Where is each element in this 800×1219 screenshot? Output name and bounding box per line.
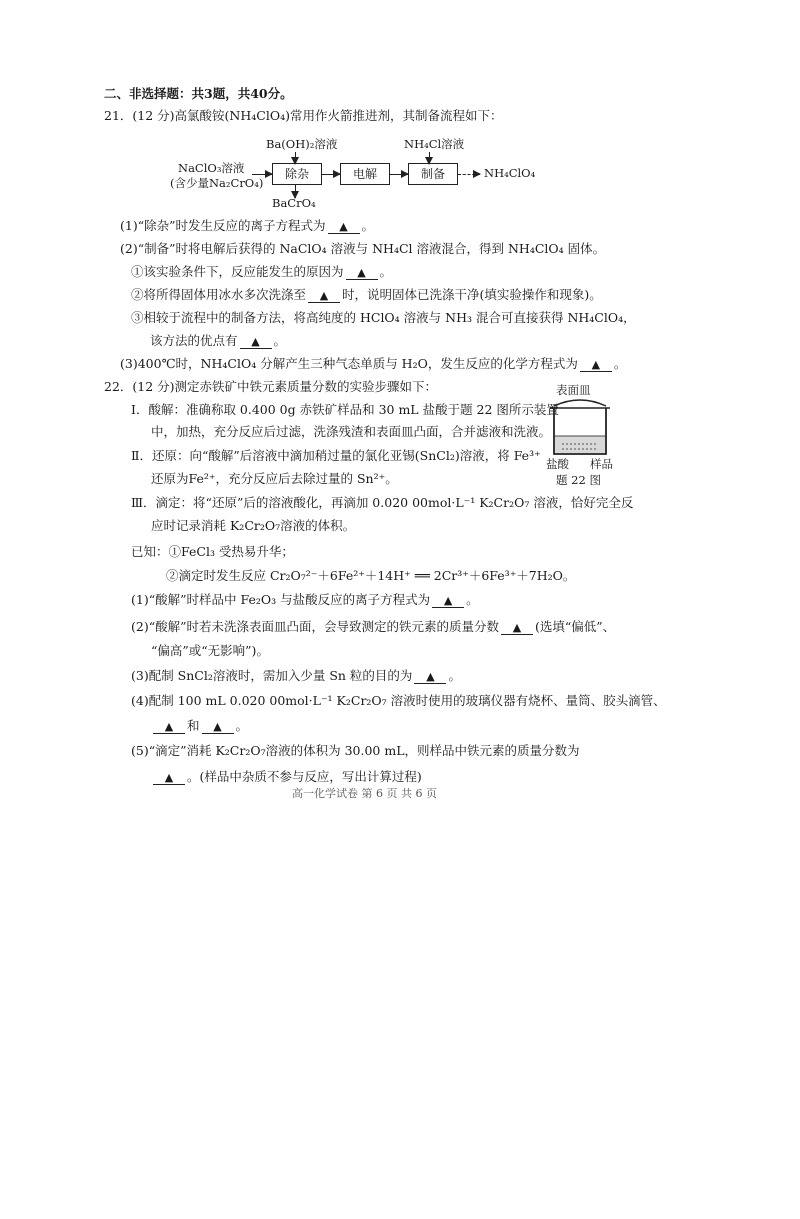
answer-blank[interactable]: ▲ [414, 671, 446, 684]
flow-arrow-4 [458, 174, 480, 175]
q21-part2: (2)“制备”时将电解后获得的 NaClO₄ 溶液与 NH₄Cl 溶液混合，得到 NH₄ClO₄ 固体。 [120, 241, 606, 256]
q21-part2-3b: 该方法的优点有 ▲ 。 [150, 333, 287, 348]
beaker-drawing [540, 396, 620, 458]
answer-blank[interactable]: ▲ [153, 721, 185, 734]
q22-q5: (5)“滴定”消耗 K₂Cr₂O₇溶液的体积为 30.00 mL，则样品中铁元素的质量分数为 [131, 743, 580, 758]
flow-reagent-2: NH₄Cl溶液 [404, 137, 465, 151]
q22-q2: (2)“酸解”时若未洗涤表面皿凸面，会导致测定的铁元素的质量分数 ▲ (选填“偏低”、 [131, 619, 616, 634]
flow-arrow-2 [322, 174, 340, 175]
q22-q1: (1)“酸解”时样品中 Fe₂O₃ 与盐酸反应的离子方程式为 ▲ 。 [131, 592, 479, 607]
q22-stem: 22．(12 分)测定赤铁矿中铁元素质量分数的实验步骤如下： [104, 379, 438, 394]
q22-q5b: ▲ 。(样品中杂质不参与反应，写出计算过程) [151, 769, 422, 785]
answer-blank[interactable]: ▲ [580, 359, 612, 372]
answer-blank[interactable]: ▲ [346, 267, 378, 280]
answer-blank[interactable]: ▲ [308, 290, 340, 303]
q22-step3b: 应时记录消耗 K₂Cr₂O₇溶液的体积。 [151, 518, 356, 533]
flow-byproduct: BaCrO₄ [272, 196, 316, 210]
answer-blank[interactable]: ▲ [501, 622, 533, 635]
q21-part2-3: ③相较于流程中的制备方法，将高纯度的 HClO₄ 溶液与 NH₃ 混合可直接获得 NH₄ClO₄， [131, 310, 636, 325]
flow-step-electrolysis: 电解 [340, 163, 390, 185]
q22-step1: Ⅰ．酸解：准确称取 0.400 0g 赤铁矿样品和 30 mL 盐酸于题 22 图所示装置 [131, 402, 559, 417]
q22-q2c: “偏高”或“无影响”)。 [151, 643, 269, 658]
answer-blank[interactable]: ▲ [432, 595, 464, 608]
flow-input-note: (含少量Na₂CrO₄) [170, 176, 264, 190]
answer-blank[interactable]: ▲ [202, 721, 234, 734]
q22-known-1: 已知：①FeCl₃ 受热易升华； [131, 544, 294, 559]
q22-step1b: 中，加热，充分反应后过滤，洗涤残渣和表面皿凸面，合并滤液和洗液。 [151, 424, 552, 439]
figure-label-watch-glass: 表面皿 [556, 383, 591, 397]
flow-product: NH₄ClO₄ [484, 166, 536, 180]
q21-part1: (1)“除杂”时发生反应的离子方程式为 ▲ 。 [120, 218, 375, 233]
flow-step-remove-impurity: 除杂 [272, 163, 322, 185]
q22-known-2: ②滴定时发生反应 Cr₂O₇²⁻＋6Fe²⁺＋14H⁺ ══ 2Cr³⁺＋6Fe³⁺＋7H₂O。 [166, 568, 576, 583]
q22-step2: Ⅱ．还原：向“酸解”后溶液中滴加稍过量的氯化亚锡(SnCl₂)溶液，将 Fe³⁺ [131, 448, 541, 463]
q22-q4b: ▲ 和 ▲ 。 [151, 718, 248, 734]
page-footer: 高一化学试卷 第 6 页 共 6 页 [292, 787, 437, 800]
q22-step3: Ⅲ．滴定：将“还原”后的溶液酸化，再滴加 0.020 00mol·L⁻¹ K₂Cr₂O₇ 溶液，恰好完全反 [131, 495, 634, 510]
answer-blank[interactable]: ▲ [153, 772, 185, 785]
flow-step-prepare: 制备 [408, 163, 458, 185]
section-header: 二、非选择题：共3题，共40分。 [104, 86, 293, 101]
q22-step2b: 还原为Fe²⁺，充分反应后去除过量的 Sn²⁺。 [151, 471, 398, 486]
flow-input-label: NaClO₃溶液 [178, 161, 245, 175]
q22-q3: (3)配制 SnCl₂溶液时，需加入少量 Sn 粒的目的为 ▲ 。 [131, 668, 461, 683]
q21-part2-1: ①该实验条件下，反应能发生的原因为 ▲ 。 [131, 264, 393, 279]
flow-reagent-1: Ba(OH)₂溶液 [266, 137, 338, 151]
q21-part2-2: ②将所得固体用冰水多次洗涤至 ▲ 时，说明固体已洗涤干净(填实验操作和现象)。 [131, 287, 602, 302]
q21-stem: 21．(12 分)高氯酸铵(NH₄ClO₄)常用作火箭推进剂，其制备流程如下： [104, 108, 503, 123]
answer-blank[interactable]: ▲ [240, 336, 272, 349]
flow-arrow-3 [390, 174, 408, 175]
figure-caption: 题 22 图 [556, 473, 601, 487]
flow-arrow-1 [252, 174, 272, 175]
q21-part3: (3)400℃时，NH₄ClO₄ 分解产生三种气态单质与 H₂O，发生反应的化学方程式为 ▲ 。 [120, 356, 627, 371]
answer-blank[interactable]: ▲ [328, 221, 360, 234]
q22-q4: (4)配制 100 mL 0.020 00mol·L⁻¹ K₂Cr₂O₇ 溶液时使用的玻璃仪器有烧杯、量筒、胶头滴管、 [131, 693, 666, 708]
figure-label-sample: 样品 [590, 457, 613, 471]
figure-label-acid: 盐酸 [546, 457, 569, 471]
